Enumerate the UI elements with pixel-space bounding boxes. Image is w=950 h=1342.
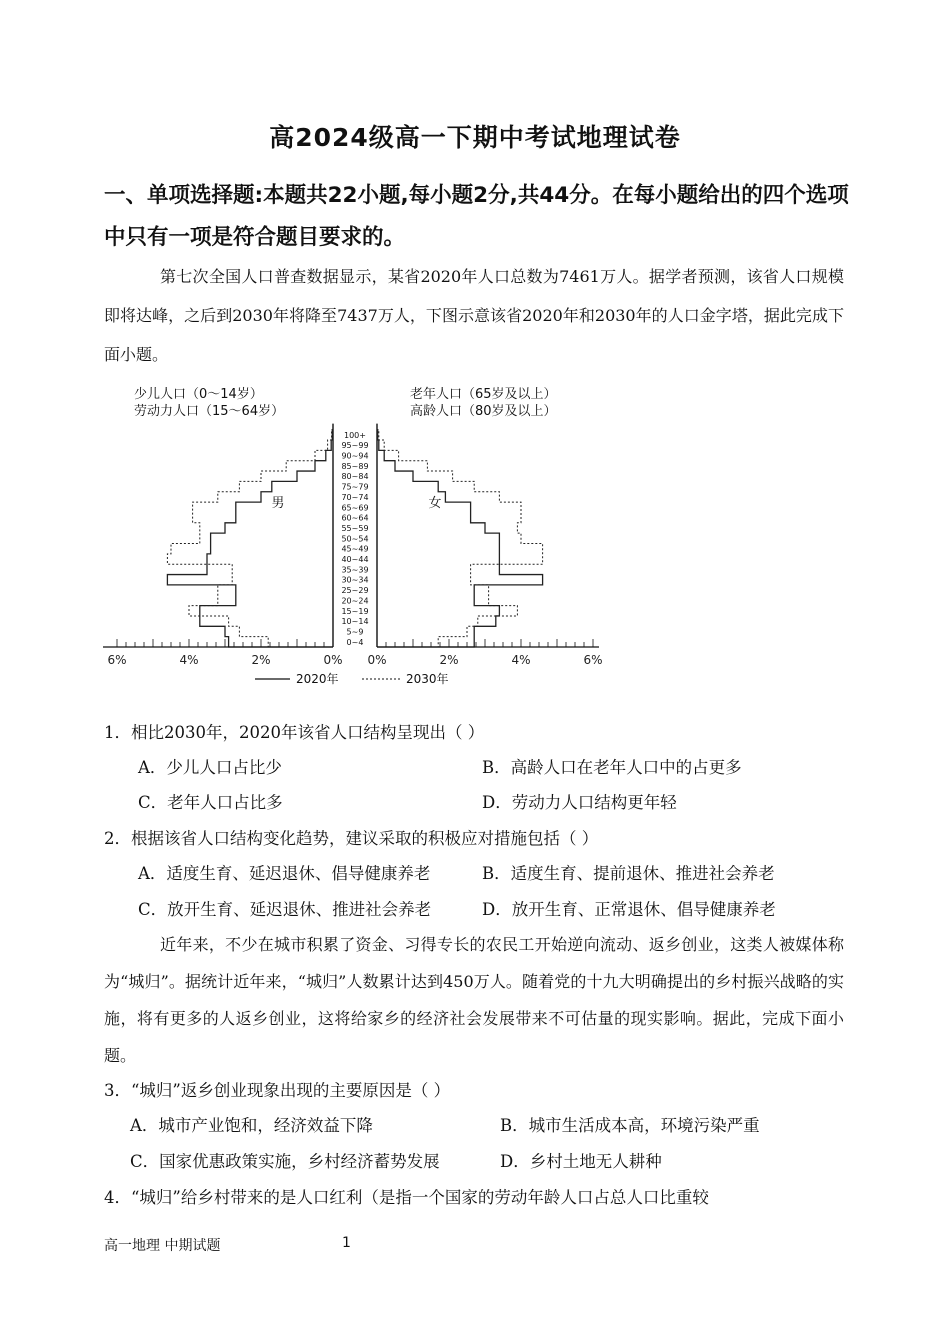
x-tick-label: 2% (439, 653, 459, 667)
footer-text: 高一地理 中期试题 (104, 1238, 221, 1254)
question-1-option-a: A．少儿人口占比少 (138, 758, 282, 777)
x-tick-label: 4% (179, 653, 199, 667)
age-group-label: 10~14 (341, 617, 369, 627)
question-3-stem: 3．“城归”返乡创业现象出现的主要原因是（ ） (104, 1081, 451, 1100)
age-group-label: 75~79 (341, 482, 369, 492)
age-group-label: 100+ (344, 430, 366, 440)
x-tick-label: 6% (107, 653, 127, 667)
question-3-option-a: A．城市产业饱和，经济效益下降 (130, 1116, 373, 1135)
legend-2030-label: 2030年 (406, 672, 449, 686)
x-tick-label: 6% (583, 653, 603, 667)
note-child-population: 少儿人口（0～14岁） (134, 387, 263, 402)
legend-2020-label: 2020年 (296, 672, 339, 686)
question-3-option-b: B．城市生活成本高，环境污染严重 (500, 1116, 760, 1135)
question-1-stem: 1．相比2030年，2020年该省人口结构呈现出（ ） (104, 723, 485, 742)
age-group-label: 55~59 (341, 523, 369, 533)
age-group-label: 35~39 (341, 565, 369, 575)
note-labor-population: 劳动力人口（15～64岁） (134, 404, 285, 419)
note-oldest-population: 高龄人口（80岁及以上） (410, 404, 557, 419)
section-heading: 一、单项选择题:本题共22小题,每小题2分,共44分。在每小题给出的四个选项中只有一项是符合题目要求的。 (104, 183, 849, 250)
age-group-label: 60~64 (341, 513, 369, 523)
age-group-label: 0~4 (346, 637, 364, 647)
pyramid-female-2030-series (377, 430, 543, 647)
age-group-label: 40~44 (341, 555, 369, 565)
question-3-option-d: D．乡村土地无人耕种 (500, 1152, 662, 1171)
age-group-label: 5~9 (346, 627, 364, 637)
question-4-stem: 4．“城归”给乡村带来的是人口红利（是指一个国家的劳动年龄人口占总人口比重较 (104, 1188, 709, 1207)
question-1-option-b: B．高龄人口在老年人口中的占更多 (482, 758, 742, 777)
question-2-option-a: A．适度生育、延迟退休、倡导健康养老 (138, 864, 431, 883)
age-group-label: 15~19 (341, 606, 369, 616)
male-label: 男 (271, 496, 285, 511)
question-1-option-c: C．老年人口占比多 (138, 793, 283, 812)
question-1-option-d: D．劳动力人口结构更年轻 (482, 793, 677, 812)
x-tick-label: 2% (251, 653, 271, 667)
age-group-label: 25~29 (341, 586, 369, 596)
pyramid-male-2020-series (167, 430, 333, 647)
page-number: 1 (342, 1235, 351, 1251)
female-label: 女 (428, 496, 442, 511)
question-2-stem: 2．根据该省人口结构变化趋势，建议采取的积极应对措施包括（ ） (104, 829, 599, 848)
pyramid-male-2030-series (167, 430, 333, 647)
x-tick-label: 0% (367, 653, 387, 667)
x-tick-label: 4% (511, 653, 531, 667)
age-group-label: 30~34 (341, 575, 369, 585)
note-elderly-population: 老年人口（65岁及以上） (410, 387, 557, 402)
age-group-label: 80~84 (341, 472, 369, 482)
age-group-label: 85~89 (341, 461, 369, 471)
question-2-option-b: B．适度生育、提前退休、推进社会养老 (482, 864, 775, 883)
age-group-label: 95~99 (341, 441, 369, 451)
age-group-label: 65~69 (341, 503, 369, 513)
passage-1: 第七次全国人口普查数据显示，某省2020年人口总数为7461万人。据学者预测，该省人口规模即将达峰，之后到2030年将降至7437万人，下图示意该省2020年和2030年的人口金字塔，据此完成下面小题。 (104, 267, 844, 364)
question-3-option-c: C．国家优惠政策实施，乡村经济蓄势发展 (130, 1152, 440, 1171)
page-title: 高2024级高一下期中考试地理试卷 (269, 123, 681, 152)
age-group-label: 90~94 (341, 451, 369, 461)
x-tick-label: 0% (323, 653, 343, 667)
question-2-option-c: C．放开生育、延迟退休、推进社会养老 (138, 900, 432, 919)
question-2-option-d: D．放开生育、正常退休、倡导健康养老 (482, 900, 776, 919)
age-group-label: 45~49 (341, 544, 369, 554)
age-group-label: 20~24 (341, 596, 369, 606)
passage-2: 近年来，不少在城市积累了资金、习得专长的农民工开始逆向流动、返乡创业，这类人被媒体称为“城归”。据统计近年来，“城归”人数累计达到450万人。随着党的十九大明确提出的乡村振兴战略的实施，将有更多的人返乡创业，这将给家乡的经济社会发展带来不可估量的现实影响。据此，完成下面小题。 (104, 935, 844, 1065)
age-group-label: 70~74 (341, 492, 369, 502)
population-pyramid-chart (100, 370, 620, 695)
age-group-label: 50~54 (341, 534, 369, 544)
